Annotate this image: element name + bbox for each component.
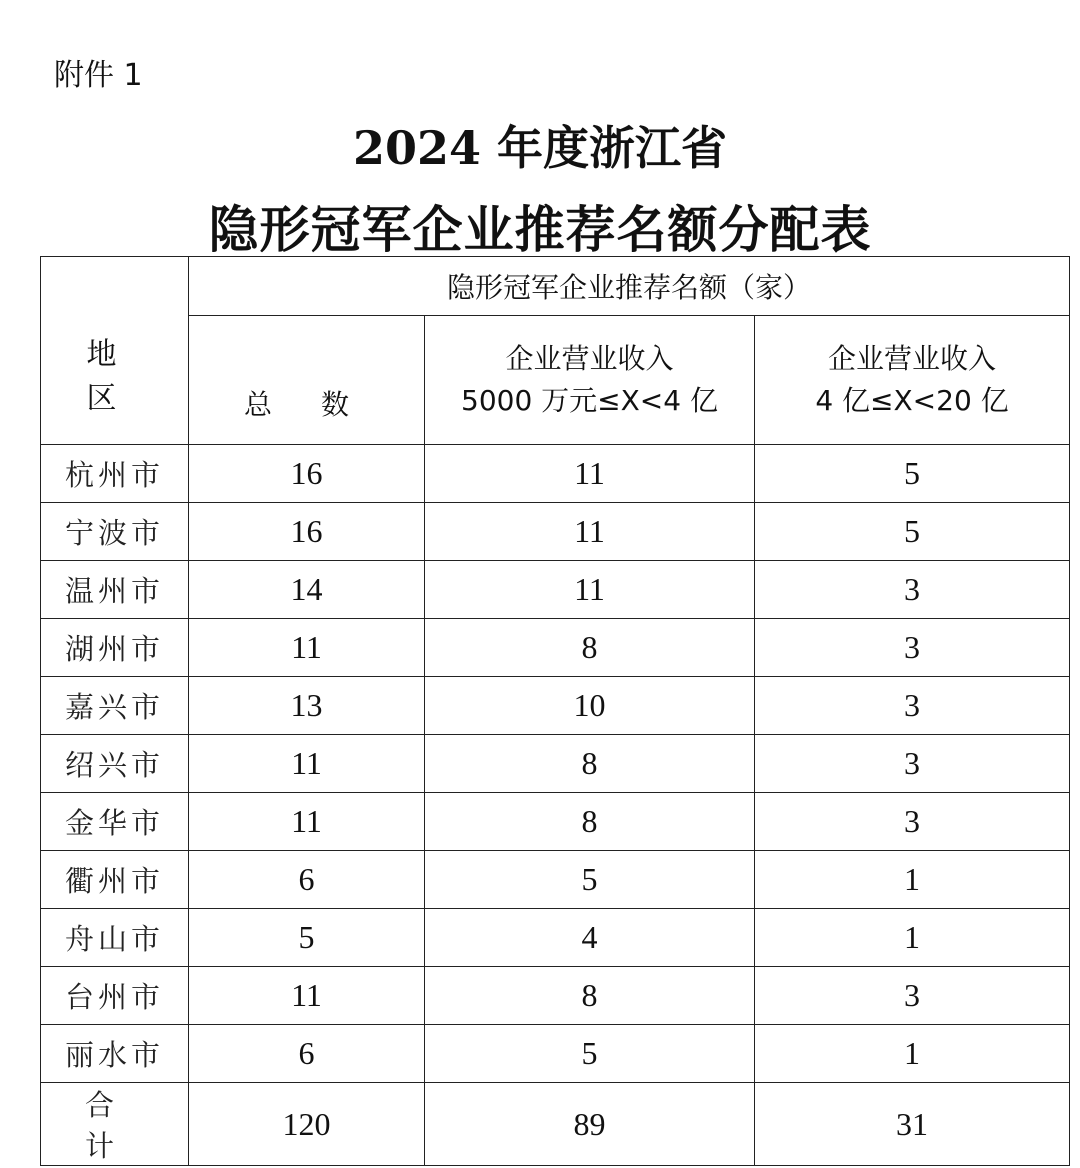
table-row (41, 619, 1070, 677)
table-row (41, 909, 1070, 967)
large-revenue-cell: 3 (755, 561, 1070, 619)
large-revenue-cell: 1 (755, 909, 1070, 967)
small-revenue-cell: 10 (425, 677, 755, 735)
small-revenue-cell: 5 (425, 1025, 755, 1083)
small-revenue-cell: 8 (425, 793, 755, 851)
revenue-small-header-line1: 企业营业收入 (505, 342, 674, 375)
small-revenue-cell: 8 (425, 967, 755, 1025)
total-cell: 5 (189, 909, 425, 967)
document-title-line1: 2024 年度浙江省 (352, 121, 728, 175)
large-revenue-cell: 1 (755, 1025, 1070, 1083)
revenue-small-header (425, 316, 755, 445)
total-cell: 11 (189, 967, 425, 1025)
region-cell: 温州市 (41, 561, 189, 619)
table-row (41, 677, 1070, 735)
region-cell: 绍兴市 (41, 735, 189, 793)
large-revenue-cell: 3 (755, 677, 1070, 735)
sum-label-cell: 合 计 (41, 1083, 189, 1166)
total-cell: 13 (189, 677, 425, 735)
table-row (41, 445, 1070, 503)
small-revenue-cell: 4 (425, 909, 755, 967)
region-cell: 湖州市 (41, 619, 189, 677)
large-revenue-cell: 1 (755, 851, 1070, 909)
large-revenue-cell: 5 (755, 503, 1070, 561)
small-revenue-cell: 11 (425, 445, 755, 503)
region-cell: 舟山市 (41, 909, 189, 967)
region-cell: 杭州市 (41, 445, 189, 503)
total-cell: 11 (189, 735, 425, 793)
quota-group-header: 隐形冠军企业推荐名额（家） (189, 257, 1070, 316)
quota-table (40, 256, 1070, 1166)
small-revenue-cell: 8 (425, 735, 755, 793)
sum-large-revenue-cell: 31 (755, 1083, 1070, 1166)
total-cell: 16 (189, 503, 425, 561)
table-row (41, 561, 1070, 619)
table-row (41, 967, 1070, 1025)
table-row (41, 851, 1070, 909)
revenue-large-header-line2: 4 亿≤X<20 亿 (815, 384, 1009, 417)
table-row (41, 735, 1070, 793)
small-revenue-cell: 11 (425, 503, 755, 561)
table-row (41, 793, 1070, 851)
region-cell: 衢州市 (41, 851, 189, 909)
revenue-small-header-line2: 5000 万元≤X<4 亿 (461, 384, 718, 417)
region-cell: 嘉兴市 (41, 677, 189, 735)
total-cell: 6 (189, 1025, 425, 1083)
large-revenue-cell: 5 (755, 445, 1070, 503)
large-revenue-cell: 3 (755, 793, 1070, 851)
total-header: 总 数 (189, 316, 425, 445)
region-cell: 台州市 (41, 967, 189, 1025)
small-revenue-cell: 8 (425, 619, 755, 677)
small-revenue-cell: 5 (425, 851, 755, 909)
large-revenue-cell: 3 (755, 967, 1070, 1025)
revenue-large-header-line1: 企业营业收入 (827, 342, 996, 375)
total-cell: 6 (189, 851, 425, 909)
large-revenue-cell: 3 (755, 619, 1070, 677)
region-header: 地 区 (41, 257, 189, 445)
sum-total-cell: 120 (189, 1083, 425, 1166)
region-cell: 金华市 (41, 793, 189, 851)
table-row (41, 503, 1070, 561)
region-cell: 宁波市 (41, 503, 189, 561)
small-revenue-cell: 11 (425, 561, 755, 619)
document-title-line2: 隐形冠军企业推荐名额分配表 (208, 200, 872, 259)
region-cell: 丽水市 (41, 1025, 189, 1083)
sum-small-revenue-cell: 89 (425, 1083, 755, 1166)
revenue-large-header (755, 316, 1070, 445)
large-revenue-cell: 3 (755, 735, 1070, 793)
table-row (41, 1025, 1070, 1083)
total-cell: 11 (189, 793, 425, 851)
total-cell: 14 (189, 561, 425, 619)
total-cell: 16 (189, 445, 425, 503)
attachment-label: 附件 1 (54, 58, 143, 93)
total-cell: 11 (189, 619, 425, 677)
sum-row (41, 1083, 1070, 1166)
